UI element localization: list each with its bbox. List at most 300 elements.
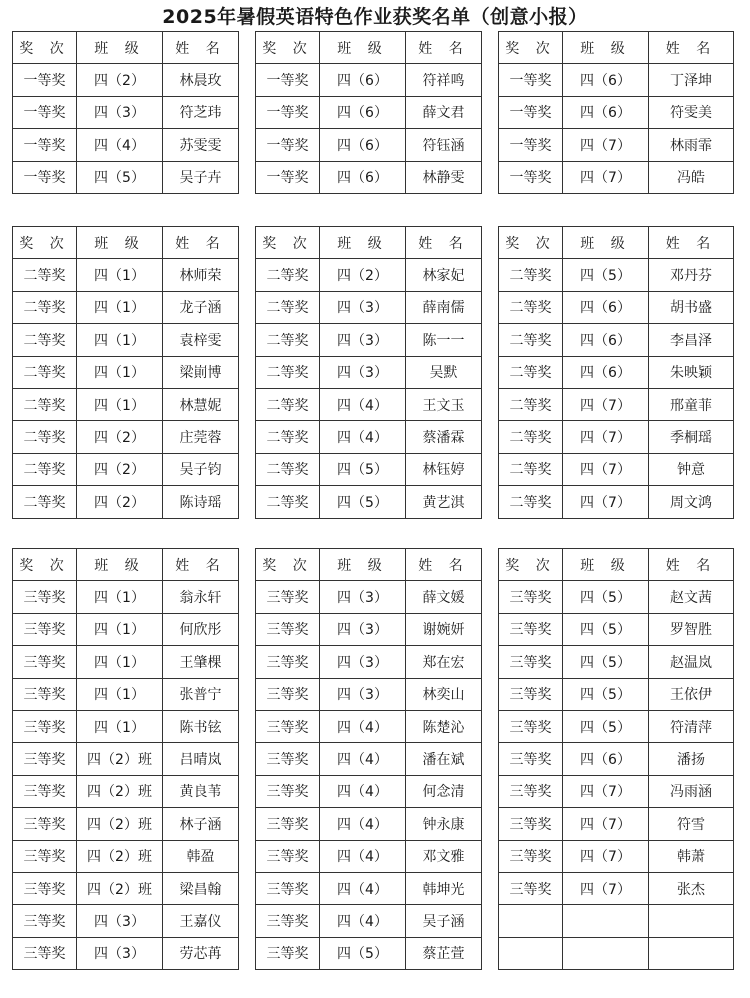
- column-divider: [482, 646, 499, 678]
- name-cell: 韩萧: [649, 840, 734, 872]
- award-cell: 二等奖: [13, 356, 77, 388]
- column-divider: [239, 64, 256, 96]
- award-cell: 三等奖: [256, 581, 320, 613]
- column-divider: [482, 227, 499, 259]
- table-row: [13, 581, 734, 613]
- name-cell: 冯雨涵: [649, 775, 734, 807]
- name-cell: 潘扬: [649, 743, 734, 775]
- column-divider: [239, 710, 256, 742]
- class-cell: 四（1）: [77, 710, 163, 742]
- name-cell: 林慧妮: [163, 388, 239, 420]
- class-cell: 四（3）: [320, 291, 406, 323]
- column-divider: [482, 840, 499, 872]
- award-cell: 三等奖: [256, 937, 320, 969]
- class-cell: 四（4）: [320, 421, 406, 453]
- column-divider: [482, 937, 499, 969]
- column-header: 姓 名: [649, 227, 734, 259]
- table-row: [13, 356, 734, 388]
- column-header: 姓 名: [163, 549, 239, 581]
- third-prize-table: [12, 548, 734, 970]
- award-cell: 三等奖: [256, 646, 320, 678]
- award-cell: 二等奖: [499, 356, 563, 388]
- column-header: 奖 次: [256, 549, 320, 581]
- class-cell: 四（4）: [320, 808, 406, 840]
- table-row: [13, 421, 734, 453]
- class-cell: 四（4）: [320, 743, 406, 775]
- column-divider: [482, 808, 499, 840]
- column-header: 姓 名: [406, 32, 482, 64]
- table-row: [13, 905, 734, 937]
- column-divider: [239, 743, 256, 775]
- award-cell: 三等奖: [13, 905, 77, 937]
- award-cell: 二等奖: [256, 259, 320, 291]
- award-cell: 三等奖: [499, 646, 563, 678]
- name-cell: 陈一一: [406, 324, 482, 356]
- class-cell: 四（4）: [320, 710, 406, 742]
- name-cell: 梁崱博: [163, 356, 239, 388]
- award-cell: 二等奖: [13, 291, 77, 323]
- name-cell: 王嘉仪: [163, 905, 239, 937]
- column-divider: [482, 613, 499, 645]
- class-cell: 四（7）: [563, 486, 649, 518]
- class-cell: [563, 937, 649, 969]
- class-cell: 四（6）: [563, 64, 649, 96]
- award-cell: 一等奖: [499, 64, 563, 96]
- table-row: [13, 161, 734, 193]
- column-header: 班 级: [563, 227, 649, 259]
- name-cell: 韩盈: [163, 840, 239, 872]
- header-row: [13, 549, 734, 581]
- table-row: [13, 840, 734, 872]
- class-cell: 四（3）: [320, 581, 406, 613]
- class-cell: 四（3）: [77, 96, 163, 128]
- award-cell: 二等奖: [13, 324, 77, 356]
- column-header: 班 级: [77, 32, 163, 64]
- column-divider: [482, 743, 499, 775]
- class-cell: 四（1）: [77, 388, 163, 420]
- name-cell: 林雨霏: [649, 129, 734, 161]
- table-row: [13, 486, 734, 518]
- class-cell: 四（3）: [77, 937, 163, 969]
- class-cell: 四（1）: [77, 581, 163, 613]
- name-cell: 陈书铉: [163, 710, 239, 742]
- name-cell: 何欣彤: [163, 613, 239, 645]
- award-cell: 二等奖: [256, 356, 320, 388]
- column-header: 姓 名: [406, 549, 482, 581]
- award-cell: 一等奖: [256, 161, 320, 193]
- class-cell: 四（4）: [77, 129, 163, 161]
- award-cell: 三等奖: [13, 872, 77, 904]
- name-cell: 吴子涵: [406, 905, 482, 937]
- name-cell: 蔡芷萱: [406, 937, 482, 969]
- award-cell: 二等奖: [499, 453, 563, 485]
- name-cell: 朱映颖: [649, 356, 734, 388]
- name-cell: 林家妃: [406, 259, 482, 291]
- award-cell: 三等奖: [256, 775, 320, 807]
- class-cell: 四（2）: [77, 64, 163, 96]
- name-cell: 吴子钧: [163, 453, 239, 485]
- name-cell: 林晨玫: [163, 64, 239, 96]
- name-cell: 符雯美: [649, 96, 734, 128]
- name-cell: 吴子卉: [163, 161, 239, 193]
- name-cell: 庄莞蓉: [163, 421, 239, 453]
- name-cell: 符清萍: [649, 710, 734, 742]
- class-cell: 四（5）: [77, 161, 163, 193]
- award-cell: 一等奖: [13, 64, 77, 96]
- table-row: [13, 710, 734, 742]
- column-divider: [239, 613, 256, 645]
- award-cell: 二等奖: [256, 324, 320, 356]
- column-divider: [239, 549, 256, 581]
- name-cell: 张杰: [649, 872, 734, 904]
- column-header: 奖 次: [499, 549, 563, 581]
- column-divider: [482, 291, 499, 323]
- name-cell: 张普宁: [163, 678, 239, 710]
- name-cell: 赵温岚: [649, 646, 734, 678]
- column-divider: [482, 161, 499, 193]
- class-cell: 四（3）: [320, 324, 406, 356]
- column-header: 奖 次: [13, 227, 77, 259]
- column-divider: [239, 388, 256, 420]
- table-row: [13, 646, 734, 678]
- class-cell: 四（1）: [77, 259, 163, 291]
- column-divider: [239, 775, 256, 807]
- name-cell: 丁泽坤: [649, 64, 734, 96]
- column-divider: [239, 32, 256, 64]
- award-cell: 一等奖: [256, 96, 320, 128]
- second-prize-table: [12, 226, 734, 519]
- column-header: 班 级: [320, 32, 406, 64]
- column-header: 奖 次: [256, 227, 320, 259]
- award-cell: 三等奖: [13, 646, 77, 678]
- class-cell: 四（7）: [563, 161, 649, 193]
- name-cell: 陈诗瑶: [163, 486, 239, 518]
- name-cell: 符芝玮: [163, 96, 239, 128]
- table-row: [13, 872, 734, 904]
- table-row: [13, 96, 734, 128]
- award-cell: 二等奖: [256, 291, 320, 323]
- class-cell: 四（2）班: [77, 840, 163, 872]
- award-cell: 三等奖: [256, 613, 320, 645]
- award-cell: 三等奖: [499, 840, 563, 872]
- table-row: [13, 743, 734, 775]
- column-divider: [239, 161, 256, 193]
- award-cell: 一等奖: [256, 129, 320, 161]
- class-cell: 四（2）班: [77, 775, 163, 807]
- name-cell: 林师荣: [163, 259, 239, 291]
- table-row: [13, 388, 734, 420]
- class-cell: 四（5）: [563, 613, 649, 645]
- column-divider: [239, 421, 256, 453]
- class-cell: 四（2）: [320, 259, 406, 291]
- column-divider: [482, 259, 499, 291]
- award-cell: 三等奖: [499, 581, 563, 613]
- name-cell: 薛南儒: [406, 291, 482, 323]
- name-cell: 黄艺淇: [406, 486, 482, 518]
- award-cell: 二等奖: [256, 421, 320, 453]
- name-cell: 周文鸿: [649, 486, 734, 518]
- table-row: [13, 64, 734, 96]
- class-cell: 四（5）: [563, 581, 649, 613]
- column-header: 奖 次: [13, 549, 77, 581]
- header-row: [13, 227, 734, 259]
- table-row: [13, 937, 734, 969]
- column-divider: [239, 678, 256, 710]
- class-cell: 四（6）: [320, 161, 406, 193]
- award-cell: 三等奖: [499, 808, 563, 840]
- class-cell: 四（3）: [320, 646, 406, 678]
- column-header: 姓 名: [649, 32, 734, 64]
- column-divider: [239, 291, 256, 323]
- award-cell: 三等奖: [256, 710, 320, 742]
- award-cell: 三等奖: [499, 872, 563, 904]
- column-divider: [482, 129, 499, 161]
- name-cell: 龙子涵: [163, 291, 239, 323]
- award-cell: 一等奖: [13, 96, 77, 128]
- column-divider: [482, 710, 499, 742]
- name-cell: 梁昌翰: [163, 872, 239, 904]
- name-cell: 邢童菲: [649, 388, 734, 420]
- table-row: [13, 678, 734, 710]
- column-divider: [239, 324, 256, 356]
- name-cell: 郑在宏: [406, 646, 482, 678]
- column-header: 姓 名: [163, 227, 239, 259]
- class-cell: 四（1）: [77, 678, 163, 710]
- class-cell: 四（6）: [563, 356, 649, 388]
- class-cell: 四（4）: [320, 775, 406, 807]
- column-divider: [482, 421, 499, 453]
- column-divider: [239, 840, 256, 872]
- first-prize-table: [12, 31, 734, 194]
- award-cell: 二等奖: [13, 388, 77, 420]
- column-divider: [482, 324, 499, 356]
- class-cell: 四（3）: [320, 678, 406, 710]
- column-header: 姓 名: [163, 32, 239, 64]
- name-cell: 王文玉: [406, 388, 482, 420]
- class-cell: 四（6）: [320, 64, 406, 96]
- award-cell: 一等奖: [256, 64, 320, 96]
- award-cell: 二等奖: [499, 486, 563, 518]
- class-cell: 四（6）: [320, 129, 406, 161]
- class-cell: 四（2）: [77, 421, 163, 453]
- column-header: 奖 次: [13, 32, 77, 64]
- class-cell: 四（5）: [563, 710, 649, 742]
- table-row: [13, 129, 734, 161]
- column-header: 奖 次: [256, 32, 320, 64]
- column-header: 姓 名: [406, 227, 482, 259]
- class-cell: 四（2）班: [77, 872, 163, 904]
- table-row: [13, 259, 734, 291]
- class-cell: 四（4）: [320, 872, 406, 904]
- class-cell: 四（7）: [563, 453, 649, 485]
- name-cell: 符钰涵: [406, 129, 482, 161]
- column-divider: [239, 259, 256, 291]
- award-cell: 二等奖: [13, 421, 77, 453]
- name-cell: 钟永康: [406, 808, 482, 840]
- name-cell: 邓文雅: [406, 840, 482, 872]
- class-cell: 四（4）: [320, 840, 406, 872]
- column-divider: [239, 808, 256, 840]
- award-cell: 三等奖: [13, 937, 77, 969]
- name-cell: 林静雯: [406, 161, 482, 193]
- class-cell: 四（3）: [320, 613, 406, 645]
- class-cell: 四（1）: [77, 291, 163, 323]
- award-cell: 三等奖: [499, 613, 563, 645]
- class-cell: 四（7）: [563, 872, 649, 904]
- name-cell: 蔡潘霖: [406, 421, 482, 453]
- class-cell: 四（6）: [563, 324, 649, 356]
- class-cell: 四（3）: [77, 905, 163, 937]
- name-cell: 吕晴岚: [163, 743, 239, 775]
- class-cell: 四（1）: [77, 646, 163, 678]
- award-cell: 二等奖: [499, 324, 563, 356]
- name-cell: 薛文媛: [406, 581, 482, 613]
- class-cell: 四（1）: [77, 324, 163, 356]
- page-title: 2025年暑假英语特色作业获奖名单（创意小报）: [162, 6, 588, 28]
- name-cell: 何念清: [406, 775, 482, 807]
- column-divider: [482, 905, 499, 937]
- column-divider: [239, 581, 256, 613]
- award-cell: 三等奖: [13, 613, 77, 645]
- name-cell: 王依伊: [649, 678, 734, 710]
- class-cell: 四（7）: [563, 421, 649, 453]
- column-divider: [482, 872, 499, 904]
- class-cell: 四（7）: [563, 775, 649, 807]
- name-cell: 翁永轩: [163, 581, 239, 613]
- class-cell: 四（2）班: [77, 808, 163, 840]
- class-cell: 四（2）班: [77, 743, 163, 775]
- column-divider: [482, 453, 499, 485]
- award-cell: 一等奖: [499, 161, 563, 193]
- award-cell: 三等奖: [256, 808, 320, 840]
- column-divider: [239, 646, 256, 678]
- award-cell: 三等奖: [256, 678, 320, 710]
- award-cell: 二等奖: [499, 388, 563, 420]
- name-cell: 冯皓: [649, 161, 734, 193]
- class-cell: 四（5）: [320, 453, 406, 485]
- column-header: 班 级: [77, 549, 163, 581]
- column-divider: [482, 64, 499, 96]
- column-divider: [239, 486, 256, 518]
- class-cell: 四（5）: [563, 646, 649, 678]
- award-cell: [499, 905, 563, 937]
- award-cell: 二等奖: [13, 259, 77, 291]
- column-header: 奖 次: [499, 32, 563, 64]
- class-cell: 四（1）: [77, 613, 163, 645]
- name-cell: 袁梓雯: [163, 324, 239, 356]
- column-header: 奖 次: [499, 227, 563, 259]
- column-divider: [239, 872, 256, 904]
- class-cell: 四（3）: [320, 356, 406, 388]
- column-divider: [482, 581, 499, 613]
- award-cell: 一等奖: [13, 129, 77, 161]
- name-cell: 劳芯苒: [163, 937, 239, 969]
- table-row: [13, 453, 734, 485]
- name-cell: 吴默: [406, 356, 482, 388]
- column-divider: [482, 96, 499, 128]
- award-cell: 三等奖: [13, 808, 77, 840]
- table-row: [13, 775, 734, 807]
- column-divider: [482, 356, 499, 388]
- award-cell: 二等奖: [256, 486, 320, 518]
- column-header: 班 级: [320, 227, 406, 259]
- award-cell: 二等奖: [256, 453, 320, 485]
- award-cell: 二等奖: [256, 388, 320, 420]
- name-cell: 谢婉妍: [406, 613, 482, 645]
- award-cell: 三等奖: [499, 743, 563, 775]
- table-row: [13, 291, 734, 323]
- column-divider: [482, 486, 499, 518]
- name-cell: 罗智胜: [649, 613, 734, 645]
- award-cell: 三等奖: [499, 678, 563, 710]
- column-divider: [239, 937, 256, 969]
- name-cell: 李昌泽: [649, 324, 734, 356]
- column-divider: [482, 388, 499, 420]
- class-cell: 四（7）: [563, 808, 649, 840]
- column-header: 班 级: [563, 549, 649, 581]
- name-cell: 薛文君: [406, 96, 482, 128]
- award-cell: 二等奖: [13, 486, 77, 518]
- column-divider: [239, 905, 256, 937]
- class-cell: 四（5）: [320, 937, 406, 969]
- award-cell: 一等奖: [499, 96, 563, 128]
- award-cell: 二等奖: [499, 259, 563, 291]
- table-row: [13, 613, 734, 645]
- class-cell: 四（7）: [563, 388, 649, 420]
- name-cell: 黄良苇: [163, 775, 239, 807]
- class-cell: 四（5）: [563, 678, 649, 710]
- award-cell: 三等奖: [13, 678, 77, 710]
- name-cell: 赵文茜: [649, 581, 734, 613]
- column-header: 班 级: [320, 549, 406, 581]
- name-cell: [649, 905, 734, 937]
- award-cell: 三等奖: [13, 743, 77, 775]
- class-cell: 四（1）: [77, 356, 163, 388]
- award-cell: 二等奖: [13, 453, 77, 485]
- name-cell: 王肇棵: [163, 646, 239, 678]
- award-cell: 二等奖: [499, 421, 563, 453]
- column-divider: [482, 775, 499, 807]
- name-cell: 林奕山: [406, 678, 482, 710]
- class-cell: [563, 905, 649, 937]
- class-cell: 四（4）: [320, 388, 406, 420]
- class-cell: 四（7）: [563, 840, 649, 872]
- class-cell: 四（6）: [563, 96, 649, 128]
- name-cell: [649, 937, 734, 969]
- column-divider: [239, 96, 256, 128]
- table-row: [13, 324, 734, 356]
- class-cell: 四（7）: [563, 129, 649, 161]
- award-cell: [499, 937, 563, 969]
- column-divider: [482, 32, 499, 64]
- name-cell: 符雪: [649, 808, 734, 840]
- award-cell: 二等奖: [499, 291, 563, 323]
- column-divider: [239, 453, 256, 485]
- name-cell: 林钰婷: [406, 453, 482, 485]
- table-row: [13, 808, 734, 840]
- award-cell: 一等奖: [499, 129, 563, 161]
- name-cell: 季桐瑶: [649, 421, 734, 453]
- award-cell: 三等奖: [256, 743, 320, 775]
- award-cell: 三等奖: [13, 710, 77, 742]
- column-divider: [482, 549, 499, 581]
- name-cell: 符祥鸣: [406, 64, 482, 96]
- award-cell: 三等奖: [499, 775, 563, 807]
- award-cell: 三等奖: [256, 872, 320, 904]
- name-cell: 苏雯雯: [163, 129, 239, 161]
- award-cell: 三等奖: [13, 775, 77, 807]
- column-divider: [239, 129, 256, 161]
